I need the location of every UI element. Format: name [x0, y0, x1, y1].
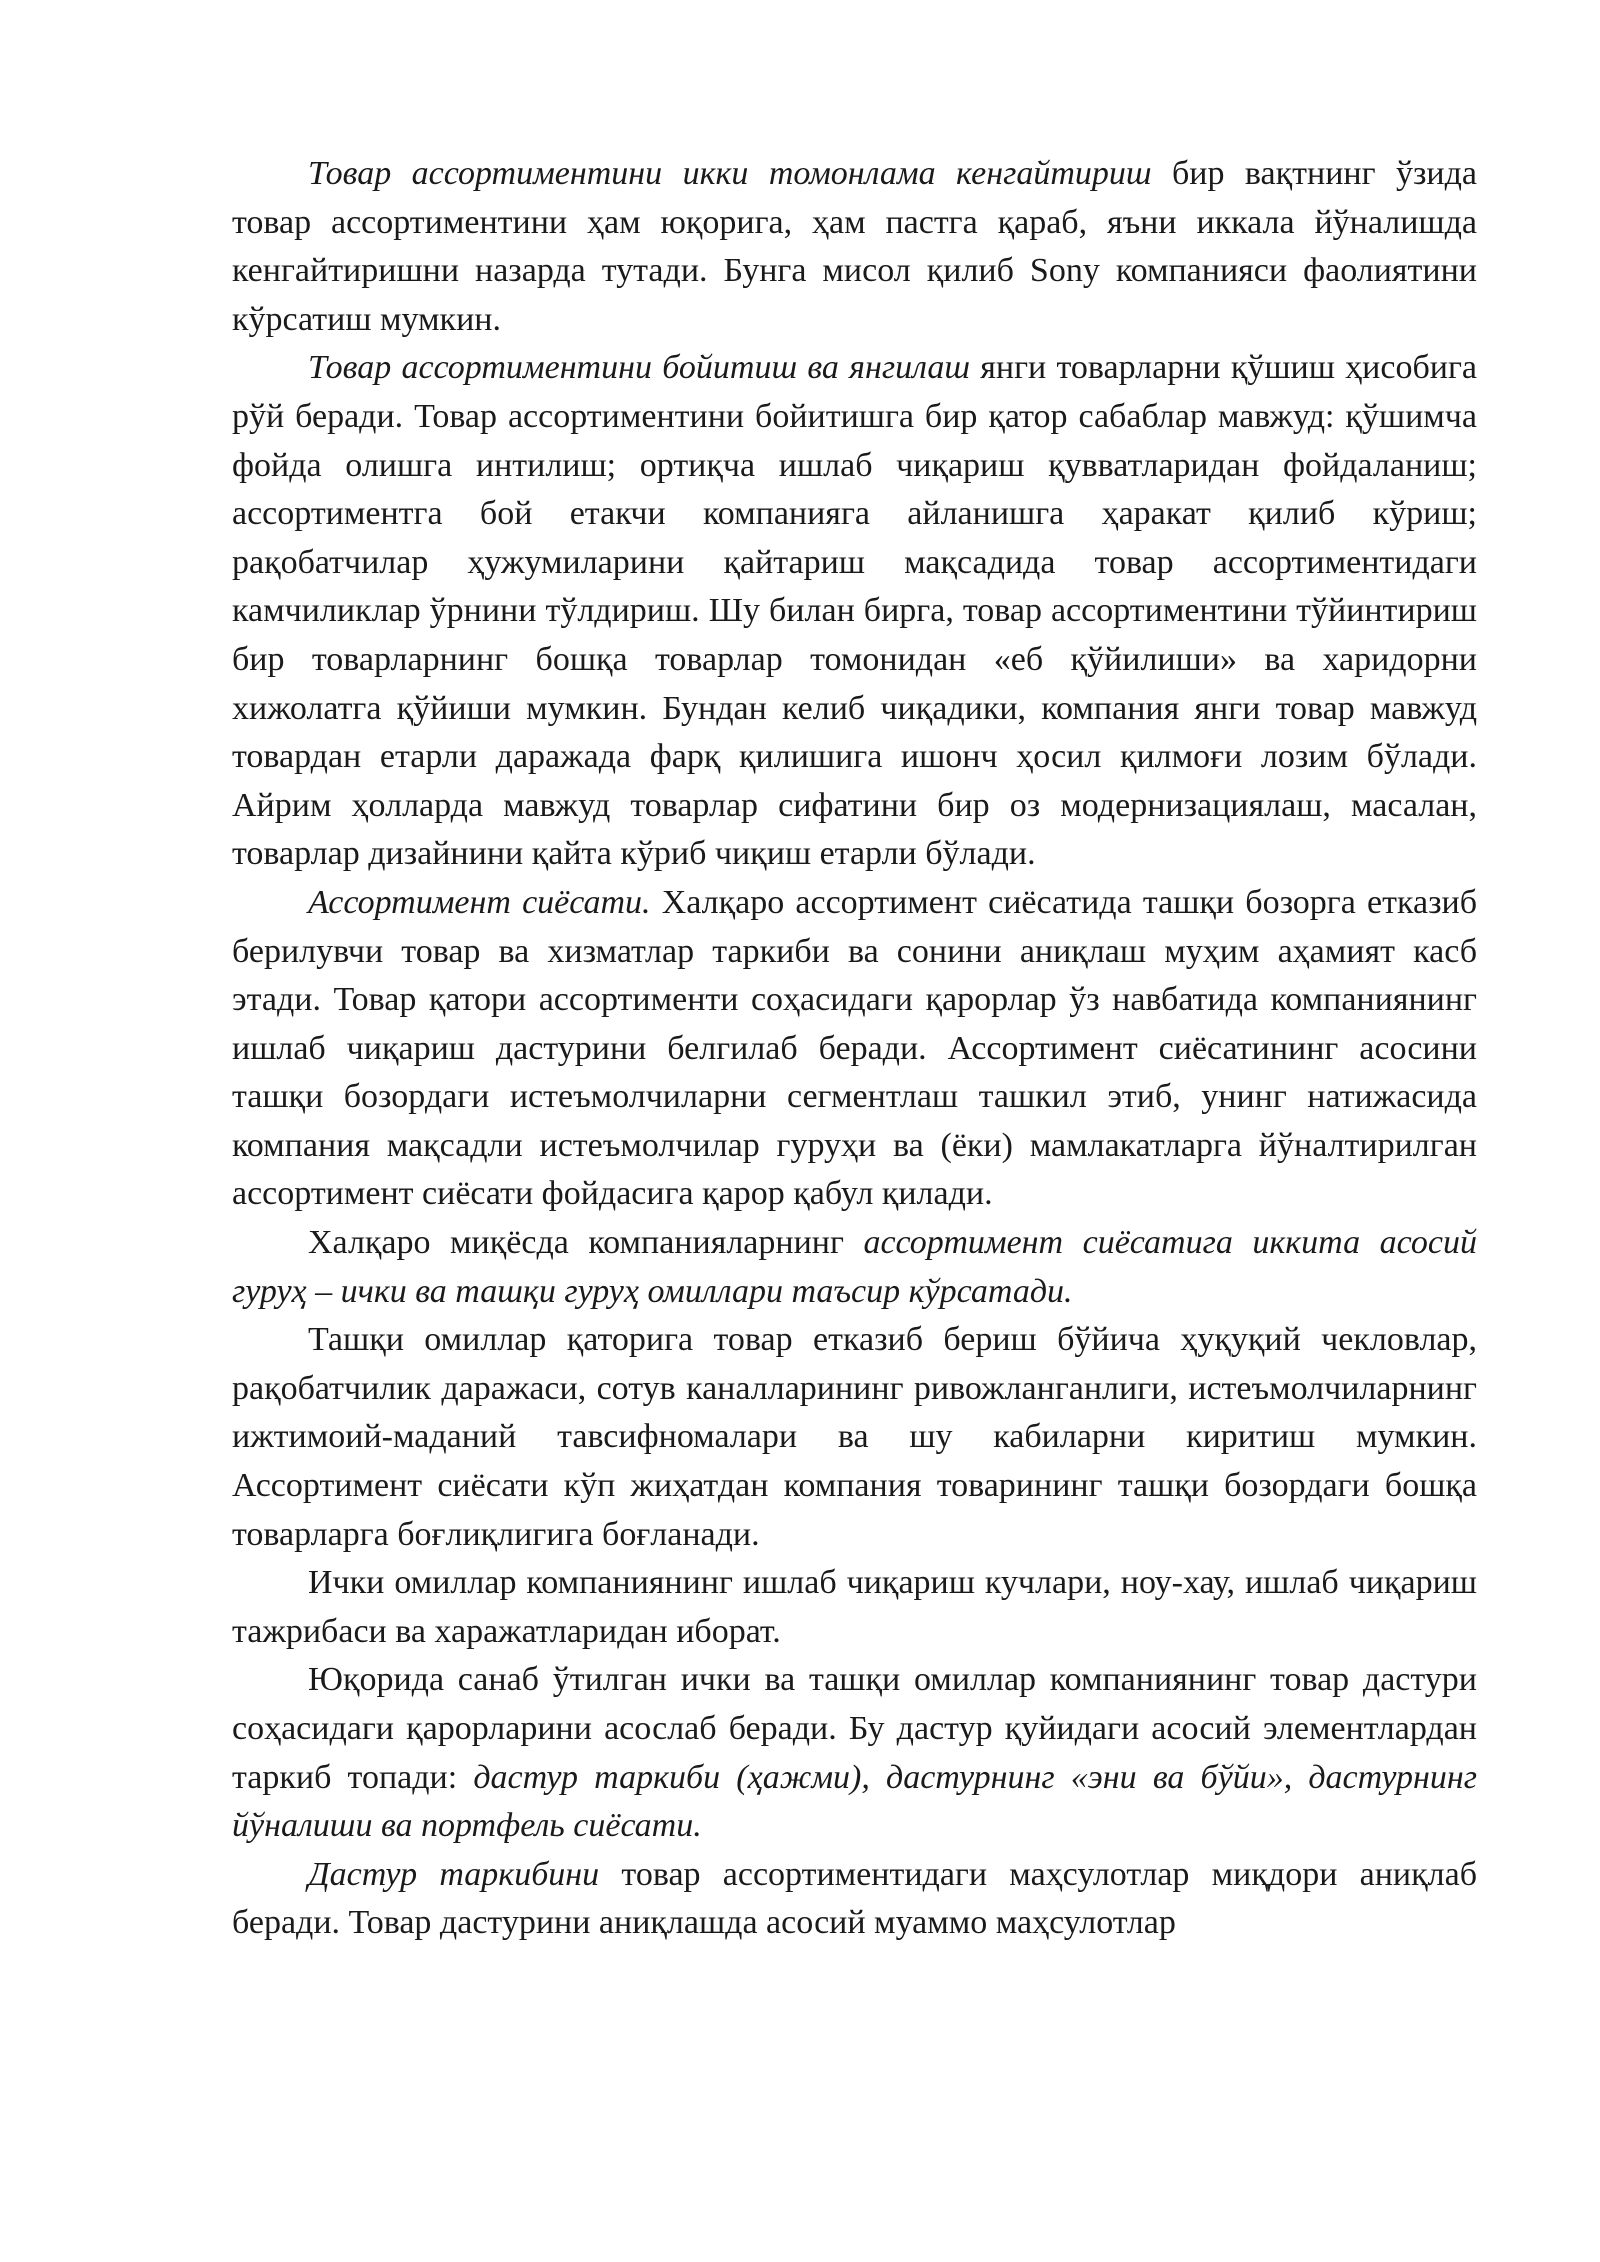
paragraph-7-italic-phrase: дастур таркиби (ҳажми), дастурнинг «эни ва бўйи», дастурнинг йўналиши ва портфель сиёсати.: [232, 1758, 1477, 1845]
paragraph-3-italic-term: Ассортимент сиёсати.: [308, 883, 651, 921]
paragraph-2: [232, 344, 1477, 879]
paragraph-5-text: Ташқи омиллар қаторига товар етказиб бериш бўйича ҳуқуқий чекловлар, рақобатчилик даражаси, сотув каналларининг ривожланганлиги, истеъмолчиларнинг ижтимоий-маданий тавсифномалари ва шу кабиларни киритиш мумкин. Ассортимент сиёсати кўп жиҳатдан компания товарининг ташқи бозордаги бошқа товарларга боғлиқлигига боғланади.: [232, 1321, 1477, 1553]
paragraph-2-italic-term: Товар ассортиментини бойитиш ва янгилаш: [308, 349, 970, 387]
paragraph-4-italic-phrase: ассортимент сиёсатига иккита асосий гуруҳ – ички ва ташқи гуруҳ омиллари таъсир кўрсатади.: [232, 1224, 1477, 1310]
paragraph-6: [232, 1559, 1477, 1656]
paragraph-4-text: Халқаро миқёсда компанияларнинг: [308, 1224, 864, 1262]
paragraph-8-text: товар ассортиментидаги маҳсулотлар миқдори аниқлаб беради. Товар дастурини аниқлашда асосий муаммо маҳсулотлар: [232, 1855, 1477, 1942]
paragraph-2-text: янги товарларни қўшиш ҳисобига рўй беради. Товар ассортиментини бойитишга бир қатор сабаблар мавжуд: қўшимча фойда олишга интилиш; ортиқча ишлаб чиқариш қувватларидан фойдаланиш; ассортиментга бой етакчи компанияга айланишга ҳаракат қилиб кўриш; рақобатчилар ҳужумиларини қайтариш мақсадида товар ассортиментидаги камчиликлар ўрнини тўлдириш. Шу билан бирга, товар ассортиментини тўйинтириш бир товарларнинг бошқа товарлар томонидан «еб қўйилиши» ва харидорни хижолатга қўйиши мумкин. Бундан келиб чиқадики, компания янги товар мавжуд товардан етарли даражада фарқ қилишига ишонч ҳосил қилмоғи лозим бўлади. Айрим ҳолларда мавжуд товарлар сифатини бир оз модернизациялаш, масалан, товарлар дизайнини қайта кўриб чиқиш етарли бўлади.: [232, 349, 1477, 873]
paragraph-3-text: Халқаро ассортимент сиёсатида ташқи бозорга етказиб берилувчи товар ва хизматлар таркиби ва сонини аниқлаш муҳим аҳамият касб этади. Товар қатори ассортименти соҳасидаги қарорлар ўз навбатида компаниянинг ишлаб чиқариш дастурини белгилаб беради. Ассортимент сиёсатининг асосини ташқи бозордаги истеъмолчиларни сегментлаш ташкил этиб, унинг натижасида компания мақсадли истеъмолчилар гуруҳи ва (ёки) мамлакатларга йўналтирилган ассортимент сиёсати фойдасига қарор қабул қилади.: [232, 883, 1477, 1213]
paragraph-8-italic-term: Дастур таркибини: [308, 1855, 600, 1893]
paragraph-8: [232, 1851, 1477, 1948]
paragraph-1-text: бир вақтнинг ўзида товар ассортиментини ҳам юқорига, ҳам пастга қараб, яъни иккала йўналишда кенгайтиришни назарда тутади. Бунга мисол қилиб Sony компанияси фаолиятини кўрсатиш мумкин.: [232, 155, 1477, 338]
paragraph-1-italic-term: Товар ассортиментини икки томонлама кенгайтириш: [308, 155, 1152, 192]
paragraph-1: [232, 150, 1477, 344]
paragraph-5: [232, 1316, 1477, 1559]
paragraph-4: [232, 1219, 1477, 1316]
paragraph-7: [232, 1656, 1477, 1850]
document-body: [232, 150, 1477, 1948]
paragraph-3: [232, 879, 1477, 1219]
paragraph-7-text: Юқорида санаб ўтилган ички ва ташқи омиллар компаниянинг товар дастури соҳасидаги қарорларини асослаб беради. Бу дастур қуйидаги асосий элементлардан таркиб топади:: [232, 1661, 1477, 1796]
paragraph-6-text: Ички омиллар компаниянинг ишлаб чиқариш кучлари, ноу-хау, ишлаб чиқариш тажрибаси ва харажатларидан иборат.: [232, 1564, 1477, 1650]
